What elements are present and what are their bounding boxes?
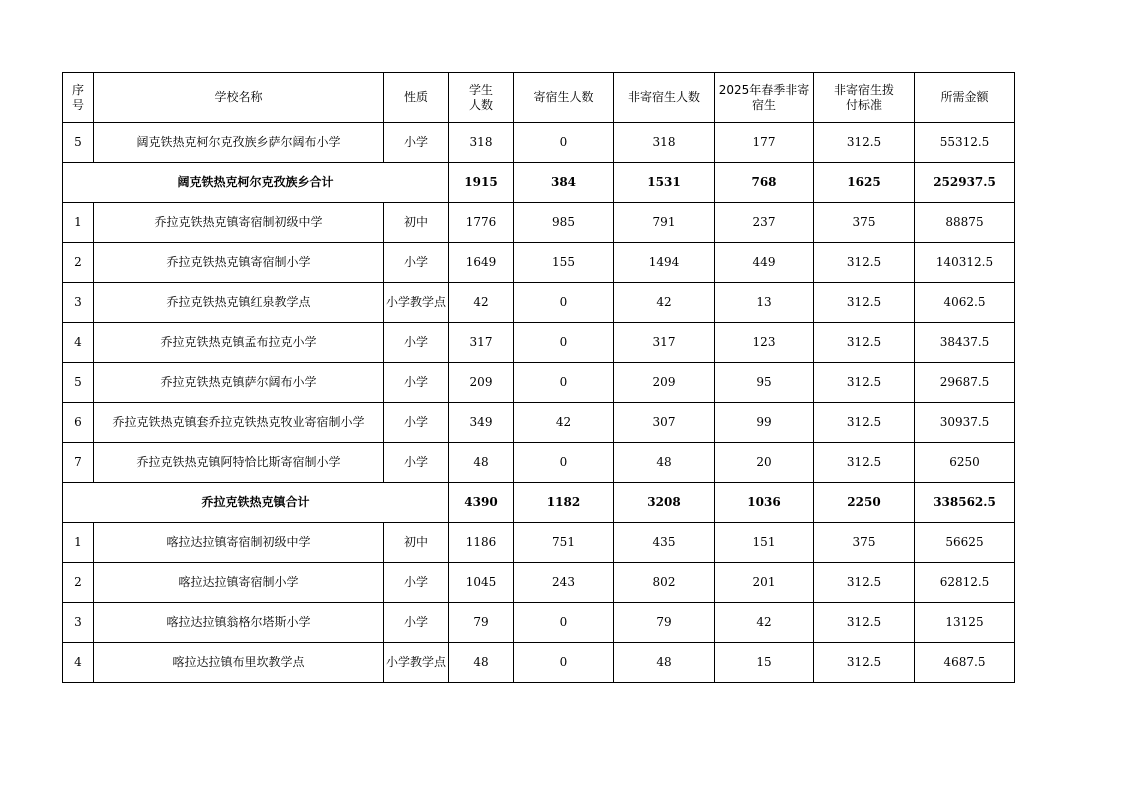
row-standard: 312.5 [814,123,915,163]
row-nonboarders: 802 [614,563,715,603]
header-school: 学校名称 [94,73,384,123]
row-index: 4 [63,323,94,363]
row-nonboarders: 791 [614,203,715,243]
row-students: 317 [449,323,514,363]
row-index: 3 [63,283,94,323]
row-nature: 小学 [384,323,449,363]
row-nature: 小学 [384,603,449,643]
row-nonboarders: 79 [614,603,715,643]
row-amount: 6250 [915,443,1015,483]
row-standard: 375 [814,203,915,243]
row-boarders: 751 [514,523,614,563]
row-standard: 312.5 [814,403,915,443]
row-students: 318 [449,123,514,163]
row-index: 7 [63,443,94,483]
row-boarders: 384 [514,163,614,203]
header-spring2025: 2025年春季非寄宿生 [715,73,814,123]
header-index: 序号 [63,73,94,123]
row-spring2025: 449 [715,243,814,283]
row-index: 4 [63,643,94,683]
row-boarders: 243 [514,563,614,603]
row-amount: 62812.5 [915,563,1015,603]
row-index: 2 [63,243,94,283]
row-spring2025: 237 [715,203,814,243]
row-students: 1915 [449,163,514,203]
row-amount: 29687.5 [915,363,1015,403]
row-nonboarders: 1531 [614,163,715,203]
row-spring2025: 42 [715,603,814,643]
table-row [63,123,1015,163]
row-boarders: 0 [514,363,614,403]
row-index: 2 [63,563,94,603]
row-amount: 338562.5 [915,483,1015,523]
header-standard: 非寄宿生拨付标准 [814,73,915,123]
row-boarders: 0 [514,603,614,643]
row-amount: 88875 [915,203,1015,243]
row-nonboarders: 435 [614,523,715,563]
header-nature: 性质 [384,73,449,123]
table-row [63,603,1015,643]
row-standard: 312.5 [814,323,915,363]
row-standard: 312.5 [814,443,915,483]
row-nonboarders: 48 [614,643,715,683]
row-school: 乔拉克铁热克镇阿特恰比斯寄宿制小学 [94,443,384,483]
row-index: 3 [63,603,94,643]
row-school: 喀拉达拉镇布里坎教学点 [94,643,384,683]
row-school: 乔拉克铁热克镇寄宿制初级中学 [94,203,384,243]
row-boarders: 155 [514,243,614,283]
row-nonboarders: 317 [614,323,715,363]
table-row [63,203,1015,243]
subsidy-table [62,72,1015,683]
row-school: 乔拉克铁热克镇套乔拉克铁热克牧业寄宿制小学 [94,403,384,443]
table-row [63,443,1015,483]
row-students: 48 [449,443,514,483]
table-row [63,243,1015,283]
table-row [63,403,1015,443]
row-nature: 初中 [384,523,449,563]
row-boarders: 985 [514,203,614,243]
row-index: 1 [63,523,94,563]
row-students: 1776 [449,203,514,243]
subtotal-row [63,163,1015,203]
row-spring2025: 768 [715,163,814,203]
row-students: 349 [449,403,514,443]
row-amount: 38437.5 [915,323,1015,363]
row-school: 喀拉达拉镇翁格尔塔斯小学 [94,603,384,643]
row-school: 喀拉达拉镇寄宿制小学 [94,563,384,603]
row-index: 6 [63,403,94,443]
row-spring2025: 201 [715,563,814,603]
row-students: 209 [449,363,514,403]
row-amount: 140312.5 [915,243,1015,283]
row-nature: 小学 [384,403,449,443]
row-boarders: 0 [514,123,614,163]
row-boarders: 0 [514,643,614,683]
row-index: 1 [63,203,94,243]
row-nonboarders: 209 [614,363,715,403]
row-standard: 312.5 [814,603,915,643]
table-row [63,563,1015,603]
row-nonboarders: 42 [614,283,715,323]
row-nonboarders: 318 [614,123,715,163]
row-spring2025: 99 [715,403,814,443]
row-students: 42 [449,283,514,323]
table-row [63,643,1015,683]
row-students: 1186 [449,523,514,563]
header-row [63,73,1015,123]
row-school: 乔拉克铁热克镇萨尔阔布小学 [94,363,384,403]
row-nonboarders: 307 [614,403,715,443]
row-school: 乔拉克铁热克镇孟布拉克小学 [94,323,384,363]
row-standard: 2250 [814,483,915,523]
row-students: 1649 [449,243,514,283]
row-standard: 312.5 [814,243,915,283]
row-nature: 小学 [384,443,449,483]
row-amount: 4062.5 [915,283,1015,323]
table-row [63,523,1015,563]
row-school: 阔克铁热克柯尔克孜族乡萨尔阔布小学 [94,123,384,163]
row-amount: 55312.5 [915,123,1015,163]
header-students: 学生人数 [449,73,514,123]
row-nature: 小学 [384,363,449,403]
row-amount: 4687.5 [915,643,1015,683]
row-nature: 小学 [384,563,449,603]
header-nonboarders: 非寄宿生人数 [614,73,715,123]
row-boarders: 42 [514,403,614,443]
row-nature: 小学 [384,243,449,283]
row-index: 5 [63,123,94,163]
row-students: 48 [449,643,514,683]
row-spring2025: 1036 [715,483,814,523]
row-school: 乔拉克铁热克镇红泉教学点 [94,283,384,323]
row-spring2025: 15 [715,643,814,683]
row-spring2025: 13 [715,283,814,323]
row-index: 5 [63,363,94,403]
row-nonboarders: 3208 [614,483,715,523]
row-boarders: 0 [514,443,614,483]
row-spring2025: 95 [715,363,814,403]
header-amount: 所需金额 [915,73,1015,123]
table-row [63,283,1015,323]
row-nature: 小学教学点 [384,643,449,683]
row-boarders: 1182 [514,483,614,523]
row-nonboarders: 1494 [614,243,715,283]
row-amount: 13125 [915,603,1015,643]
row-standard: 312.5 [814,563,915,603]
subtotal-label: 阔克铁热克柯尔克孜族乡合计 [63,163,449,203]
row-amount: 56625 [915,523,1015,563]
row-standard: 1625 [814,163,915,203]
row-standard: 312.5 [814,283,915,323]
row-nonboarders: 48 [614,443,715,483]
row-spring2025: 123 [715,323,814,363]
row-amount: 30937.5 [915,403,1015,443]
table-row [63,363,1015,403]
table-body [63,123,1015,683]
row-spring2025: 151 [715,523,814,563]
row-standard: 312.5 [814,363,915,403]
row-nature: 初中 [384,203,449,243]
row-nature: 小学教学点 [384,283,449,323]
header-boarders: 寄宿生人数 [514,73,614,123]
row-students: 1045 [449,563,514,603]
table-row [63,323,1015,363]
row-amount: 252937.5 [915,163,1015,203]
row-spring2025: 177 [715,123,814,163]
row-school: 乔拉克铁热克镇寄宿制小学 [94,243,384,283]
row-students: 4390 [449,483,514,523]
row-students: 79 [449,603,514,643]
row-nature: 小学 [384,123,449,163]
row-school: 喀拉达拉镇寄宿制初级中学 [94,523,384,563]
row-spring2025: 20 [715,443,814,483]
subtotal-row [63,483,1015,523]
row-standard: 312.5 [814,643,915,683]
subtotal-label: 乔拉克铁热克镇合计 [63,483,449,523]
row-standard: 375 [814,523,915,563]
row-boarders: 0 [514,283,614,323]
row-boarders: 0 [514,323,614,363]
